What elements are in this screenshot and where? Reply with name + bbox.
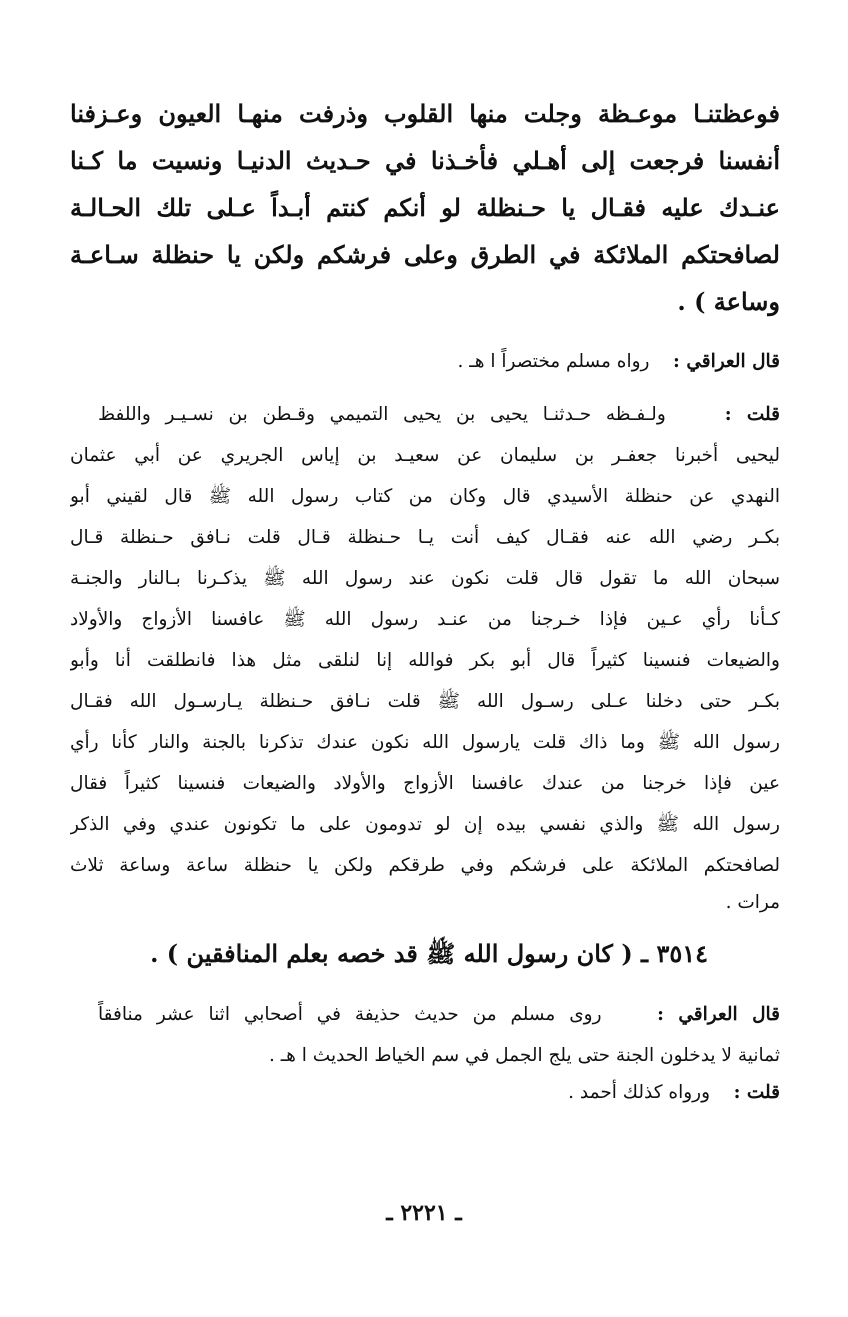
- qultu-text: ورواه كذلك أحمد .: [568, 1082, 711, 1103]
- qultu-label: قلت :: [724, 404, 780, 425]
- text-line: بكـر رضي الله عنه فقـال كيف أنت يـا حـنظلة قـال قلت نـافق حـنظلة قـال: [70, 527, 780, 548]
- paragraph-line: فوعظتنـا موعـظة وجلت منها القلوب وذرفت منهـا العيون وعـزفنا: [70, 99, 780, 128]
- text-line: عين فإذا خرجنا من عندك عافسنا الأزواج والأولاد والضيعات فنسينا كثيراً فقال: [70, 773, 780, 794]
- text-line: والضيعات فنسينا كثيراً قال أبو بكر فوالله إنا لنلقى مثل هذا فانطلقت أنا وأبو: [70, 650, 780, 671]
- iraqi-note: [70, 344, 780, 384]
- qultu-first-line: [98, 397, 780, 437]
- paragraph-line: عنـدك عليه فقـال يا حـنظلة لو أنكم كنتم أبـداً عـلى تلك الحـالـة: [70, 193, 780, 222]
- iraqi-note-2-first-line: [98, 997, 780, 1037]
- text-line: النهدي عن حنظلة الأسيدي قال وكان من كتاب رسول الله ﷺ قال لقيني أبو: [70, 486, 780, 507]
- qultu-text: ولـفـظه حـدثنـا يحيى بن يحيى التميمي وقـطن بن نسـيـر واللفظ: [98, 404, 666, 425]
- iraqi-label: قال العراقي :: [657, 1004, 780, 1025]
- page-number: ـ ٢٢٢١ ـ: [386, 1200, 462, 1226]
- paragraph-line: أنفسنا فرجعت إلى أهـلي فأخـذنا في حـديث الدنيـا ونسيت ما كـنا: [70, 146, 780, 175]
- iraqi-label: قال العراقي :: [673, 351, 780, 372]
- text-line: بكـر حتى دخلنا عـلى رسـول الله ﷺ قلت نـافق حـنظلة يـارسـول الله فقـال: [70, 691, 780, 712]
- text-line: ثمانية لا يدخلون الجنة حتى يلج الجمل في سم الخياط الحديث ا هـ .: [268, 1045, 780, 1066]
- text-line: سبحان الله ما تقول قال قلت نكون عند رسول الله ﷺ يذكـرنا بـالنار والجنـة: [70, 568, 780, 589]
- paragraph-line: لصافحتكم الملائكة في الطرق وعلى فرشكم ولكن يا حنظلة سـاعـة: [70, 240, 780, 269]
- iraqi-text: رواه مسلم مختصراً ا هـ .: [457, 351, 650, 372]
- text-line: ليحيى أخبرنا جعفـر بن سليمان عن سعيـد بن إياس الجريري عن أبي عثمان: [70, 445, 780, 466]
- iraqi-text: روى مسلم من حديث حذيفة في أصحابي اثنا عشر منافقاً: [98, 1004, 602, 1025]
- text-line: رسول الله ﷺ وما ذاك قلت يارسول الله نكون عندك تذكرنا بالجنة والنار كأنا رأي: [70, 732, 780, 753]
- qultu-note-2: [70, 1075, 780, 1115]
- text-line: لصافحتكم الملائكة على فرشكم وفي طرقكم ولكن يا حنظلة ساعة وساعة ثلاث: [70, 855, 780, 876]
- qultu-label: قلت :: [733, 1082, 780, 1103]
- text-line: كـأنا رأي عـين فإذا خـرجنا من عنـد رسول الله ﷺ عافسنا الأزواج والأولاد: [70, 609, 780, 630]
- section-heading: ٣٥١٤ ـ ( كان رسول الله ﷺ قد خصه بعلم المنافقين ) .: [150, 939, 708, 968]
- text-line: مرات .: [725, 892, 780, 913]
- paragraph-line: وساعة ) .: [677, 287, 780, 316]
- text-line: رسول الله ﷺ والذي نفسي بيده إن لو تدومون على ما تكونون عندي وفي الذكر: [70, 814, 780, 835]
